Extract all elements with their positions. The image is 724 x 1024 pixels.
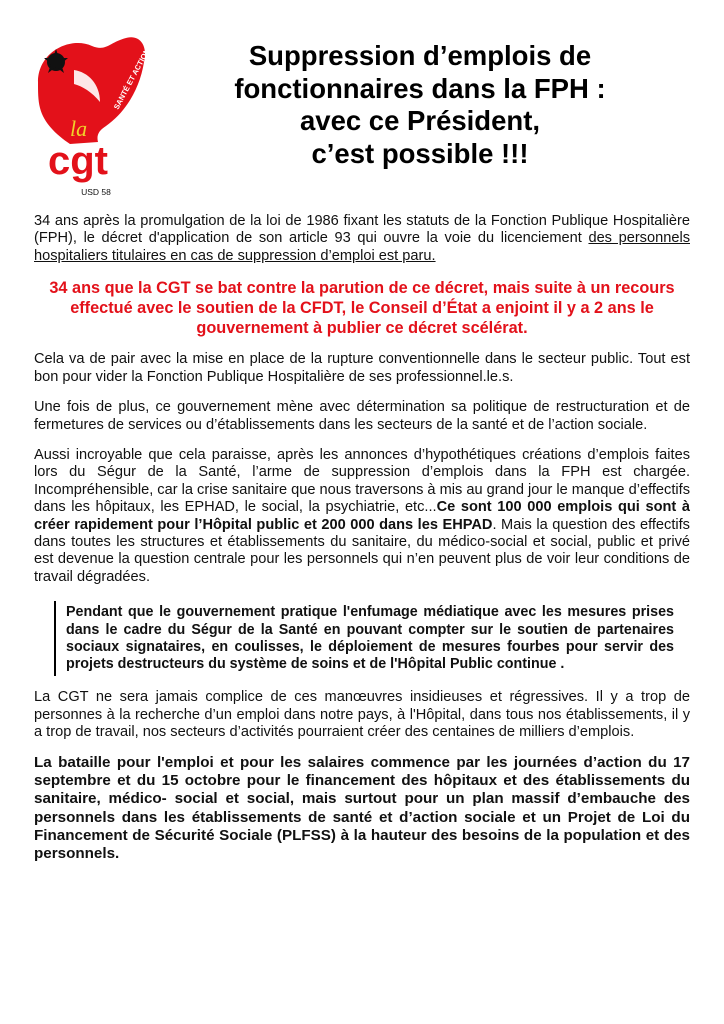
- highlight-paragraph: 34 ans que la CGT se bat contre la parution de ce décret, mais suite à un recours effectué avec le soutien de la CFDT, le Conseil d’État a enjoint il y a 2 ans le gouvernement à publier ce décret scélérat.: [49, 279, 675, 337]
- segur-text-end: . Mais la question des effectifs dans toutes les structures et établissements du sanitaire, du médico-social et social, public et privé est devenue la question centrale pour les personnels qui n’en peuvent plus de voir leur conditions de travail dégradées.: [34, 516, 690, 585]
- logo-wordmark: cgt: [48, 139, 108, 183]
- segur-bold-text: Ce sont 100 000 emplois qui sont à créer rapidement pour l’Hôpital public et 200 000 dans les EHPAD: [34, 499, 690, 533]
- title-line: Suppression d’emplois de: [248, 40, 592, 71]
- quote-text: Pendant que le gouvernement pratique l'enfumage médiatique avec les mesures prises dans le cadre du Ségur de la Santé en pouvant compter sur le soutien de partenaires sociaux signataires, en coulisses, le déploiement de mesures fourbes pour servir des projets destructeurs du système de soins et de l'Hôpital Public continue .: [66, 604, 674, 673]
- segur-text: Aussi incroyable que cela paraisse, après les annonces d’hypothétiques créations d’emplois faites lors du Ségur de la Santé, l’arme de suppression d’emplois dans la FPH est chargée. Incompréhensible, car la crise sanitaire que nous traversons à mis au grand jour le manque d’effectifs dans les hôpitaux, les EPHAD, le social, la psychiatrie, etc...: [34, 446, 690, 516]
- title-line: c’est possible !!!: [311, 137, 529, 169]
- page-title: [170, 40, 670, 170]
- title-line: avec ce Président,: [299, 105, 540, 136]
- title-line: fonctionnaires dans la FPH :: [234, 72, 606, 104]
- quote-box: [54, 601, 678, 676]
- closing-paragraph: La bataille pour l'emploi et pour les salaires commence par les journées d’action du 17 septembre et du 15 octobre pour le financement des hôpitaux et des établissements du sanitaire, médico- social et social, mais surtout pour un plan massif d’embauche des personnels dans les établissements de santé et d’action sociale et un Projet de Loi du Financement de Sécurité Sociale (PLFSS) à la hauteur des besoins de la population et des personnels.: [34, 753, 690, 863]
- union-code: USD 58: [81, 187, 111, 197]
- article-body: [34, 213, 690, 863]
- paragraph-complicity: La CGT ne sera jamais complice de ces manœuvres insidieuses et régressives. Il y a trop de personnes à la recherche d’un emploi dans notre pays, à l'Hôpital, dans tous nos établissements, il y a trop de travail, nos secteurs d’activités pourraient créer des centaines de milliers d’emplois.: [34, 689, 690, 741]
- intro-paragraph: [34, 213, 690, 265]
- paragraph-segur: [34, 447, 690, 586]
- paragraph-restructuring: Une fois de plus, ce gouvernement mène avec détermination sa politique de restructuration et de fermetures de services ou d’établissements dans les secteurs de la santé et de l’action sociale.: [34, 399, 690, 433]
- intro-text: 34 ans après la promulgation de la loi de 1986 fixant les statuts de la Fonction Publique Hospitalière (FPH), le décret d'application de son article 93 qui ouvre la voie du licenciement: [34, 213, 690, 247]
- cgt-logo: [30, 15, 169, 183]
- logo-script: la: [70, 116, 88, 141]
- logo-ribbon-text: SANTÉ ET ACTION SOCIALE: [111, 15, 169, 111]
- paragraph-rupture: Cela va de pair avec la mise en place de la rupture conventionnelle dans le secteur public. Tout est bon pour vider la Fonction Publique Hospitalière de ses professionnel.le.s.: [34, 351, 690, 385]
- intro-underlined-text: des personnels hospitaliers titulaires en cas de suppression d’emploi est paru.: [34, 230, 690, 264]
